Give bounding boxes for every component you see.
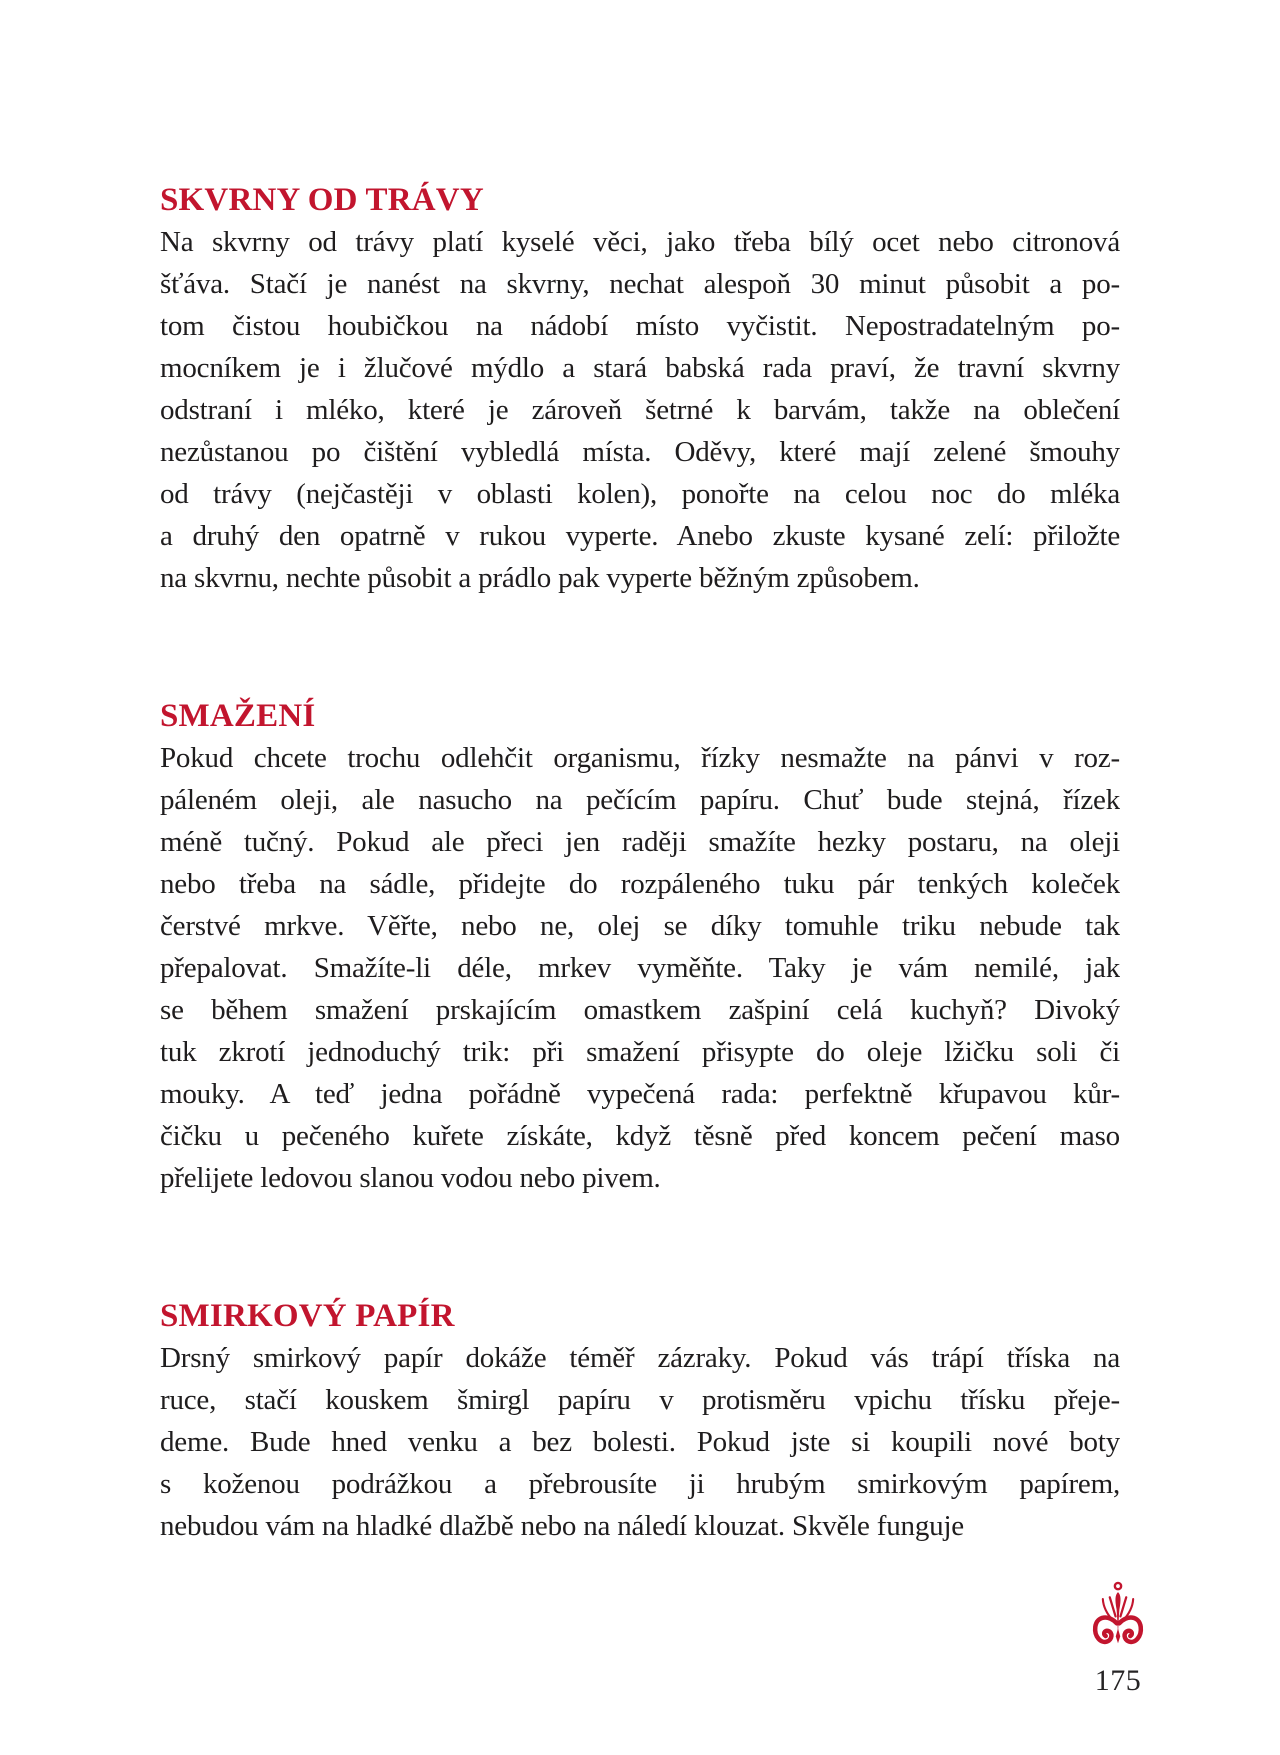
text-line: nebudou vám na hladké dlažbě nebo na náledí klouzat. Skvěle funguje [160, 1510, 964, 1542]
page-content [160, 179, 1120, 1547]
paragraph [160, 221, 1120, 599]
section-heading: SMAŽENÍ [160, 698, 316, 734]
text-line: ruce, stačí kouskem šmirgl papíru v protisměru vpichu třísku přeje- [160, 1384, 1120, 1416]
text-line: deme. Bude hned venku a bez bolesti. Pokud jste si koupili nové boty [160, 1426, 1120, 1458]
text-line: Pokud chcete trochu odlehčit organismu, řízky nesmažte na pánvi v roz- [160, 742, 1120, 774]
fleuron-ornament-icon [1092, 1580, 1144, 1658]
section-smazeni [160, 695, 1120, 1199]
text-line: šťáva. Stačí je nanést na skvrny, nechat alespoň 30 minut působit a po- [160, 268, 1120, 300]
text-line: nebo třeba na sádle, přidejte do rozpáleného tuku pár tenkých koleček [160, 868, 1120, 900]
text-line: od trávy (nejčastěji v oblasti kolen), ponořte na celou noc do mléka [160, 478, 1120, 510]
paragraph [160, 1337, 1120, 1547]
text-line: mouky. A teď jedna pořádně vypečená rada: perfektně křupavou kůr- [160, 1078, 1120, 1110]
text-line: tuk zkrotí jednoduchý trik: při smažení přisypte do oleje lžičku soli či [160, 1036, 1120, 1068]
section-skvrny-od-travy [160, 179, 1120, 599]
text-line: páleném oleji, ale nasucho na pečícím papíru. Chuť bude stejná, řízek [160, 784, 1120, 816]
text-line: méně tučný. Pokud ale přeci jen raději smažíte hezky postaru, na oleji [160, 826, 1120, 858]
section-heading: SKVRNY OD TRÁVY [160, 182, 484, 218]
text-line: s koženou podrážkou a přebrousíte ji hrubým smirkovým papírem, [160, 1468, 1120, 1500]
text-line: odstraní i mléko, které je zároveň šetrné k barvám, takže na oblečení [160, 394, 1120, 426]
page-footer [1090, 1580, 1146, 1698]
text-line: a druhý den opatrně v rukou vyperte. Anebo zkuste kysané zelí: přiložte [160, 520, 1120, 552]
text-line: mocníkem je i žlučové mýdlo a stará babská rada praví, že travní skvrny [160, 352, 1120, 384]
text-line: Na skvrny od trávy platí kyselé věci, jako třeba bílý ocet nebo citronová [160, 226, 1120, 258]
section-smirkovy-papir [160, 1295, 1120, 1547]
text-line: přelijete ledovou slanou vodou nebo pivem. [160, 1162, 661, 1194]
paragraph [160, 737, 1120, 1199]
page-number: 175 [1094, 1664, 1142, 1697]
text-line: na skvrnu, nechte působit a prádlo pak vyperte běžným způsobem. [160, 562, 920, 594]
text-line: tom čistou houbičkou na nádobí místo vyčistit. Nepostradatelným po- [160, 310, 1120, 342]
section-heading: SMIRKOVÝ PAPÍR [160, 1298, 455, 1334]
text-line: čičku u pečeného kuřete získáte, když těsně před koncem pečení maso [160, 1120, 1120, 1152]
text-line: nezůstanou po čištění vybledlá místa. Oděvy, které mají zelené šmouhy [160, 436, 1120, 468]
text-line: čerstvé mrkve. Věřte, nebo ne, olej se díky tomuhle triku nebude tak [160, 910, 1120, 942]
text-line: Drsný smirkový papír dokáže téměř zázraky. Pokud vás trápí tříska na [160, 1342, 1120, 1374]
text-line: se během smažení prskajícím omastkem zašpiní celá kuchyň? Divoký [160, 994, 1120, 1026]
text-line: přepalovat. Smažíte-li déle, mrkev vyměňte. Taky je vám nemilé, jak [160, 952, 1120, 984]
